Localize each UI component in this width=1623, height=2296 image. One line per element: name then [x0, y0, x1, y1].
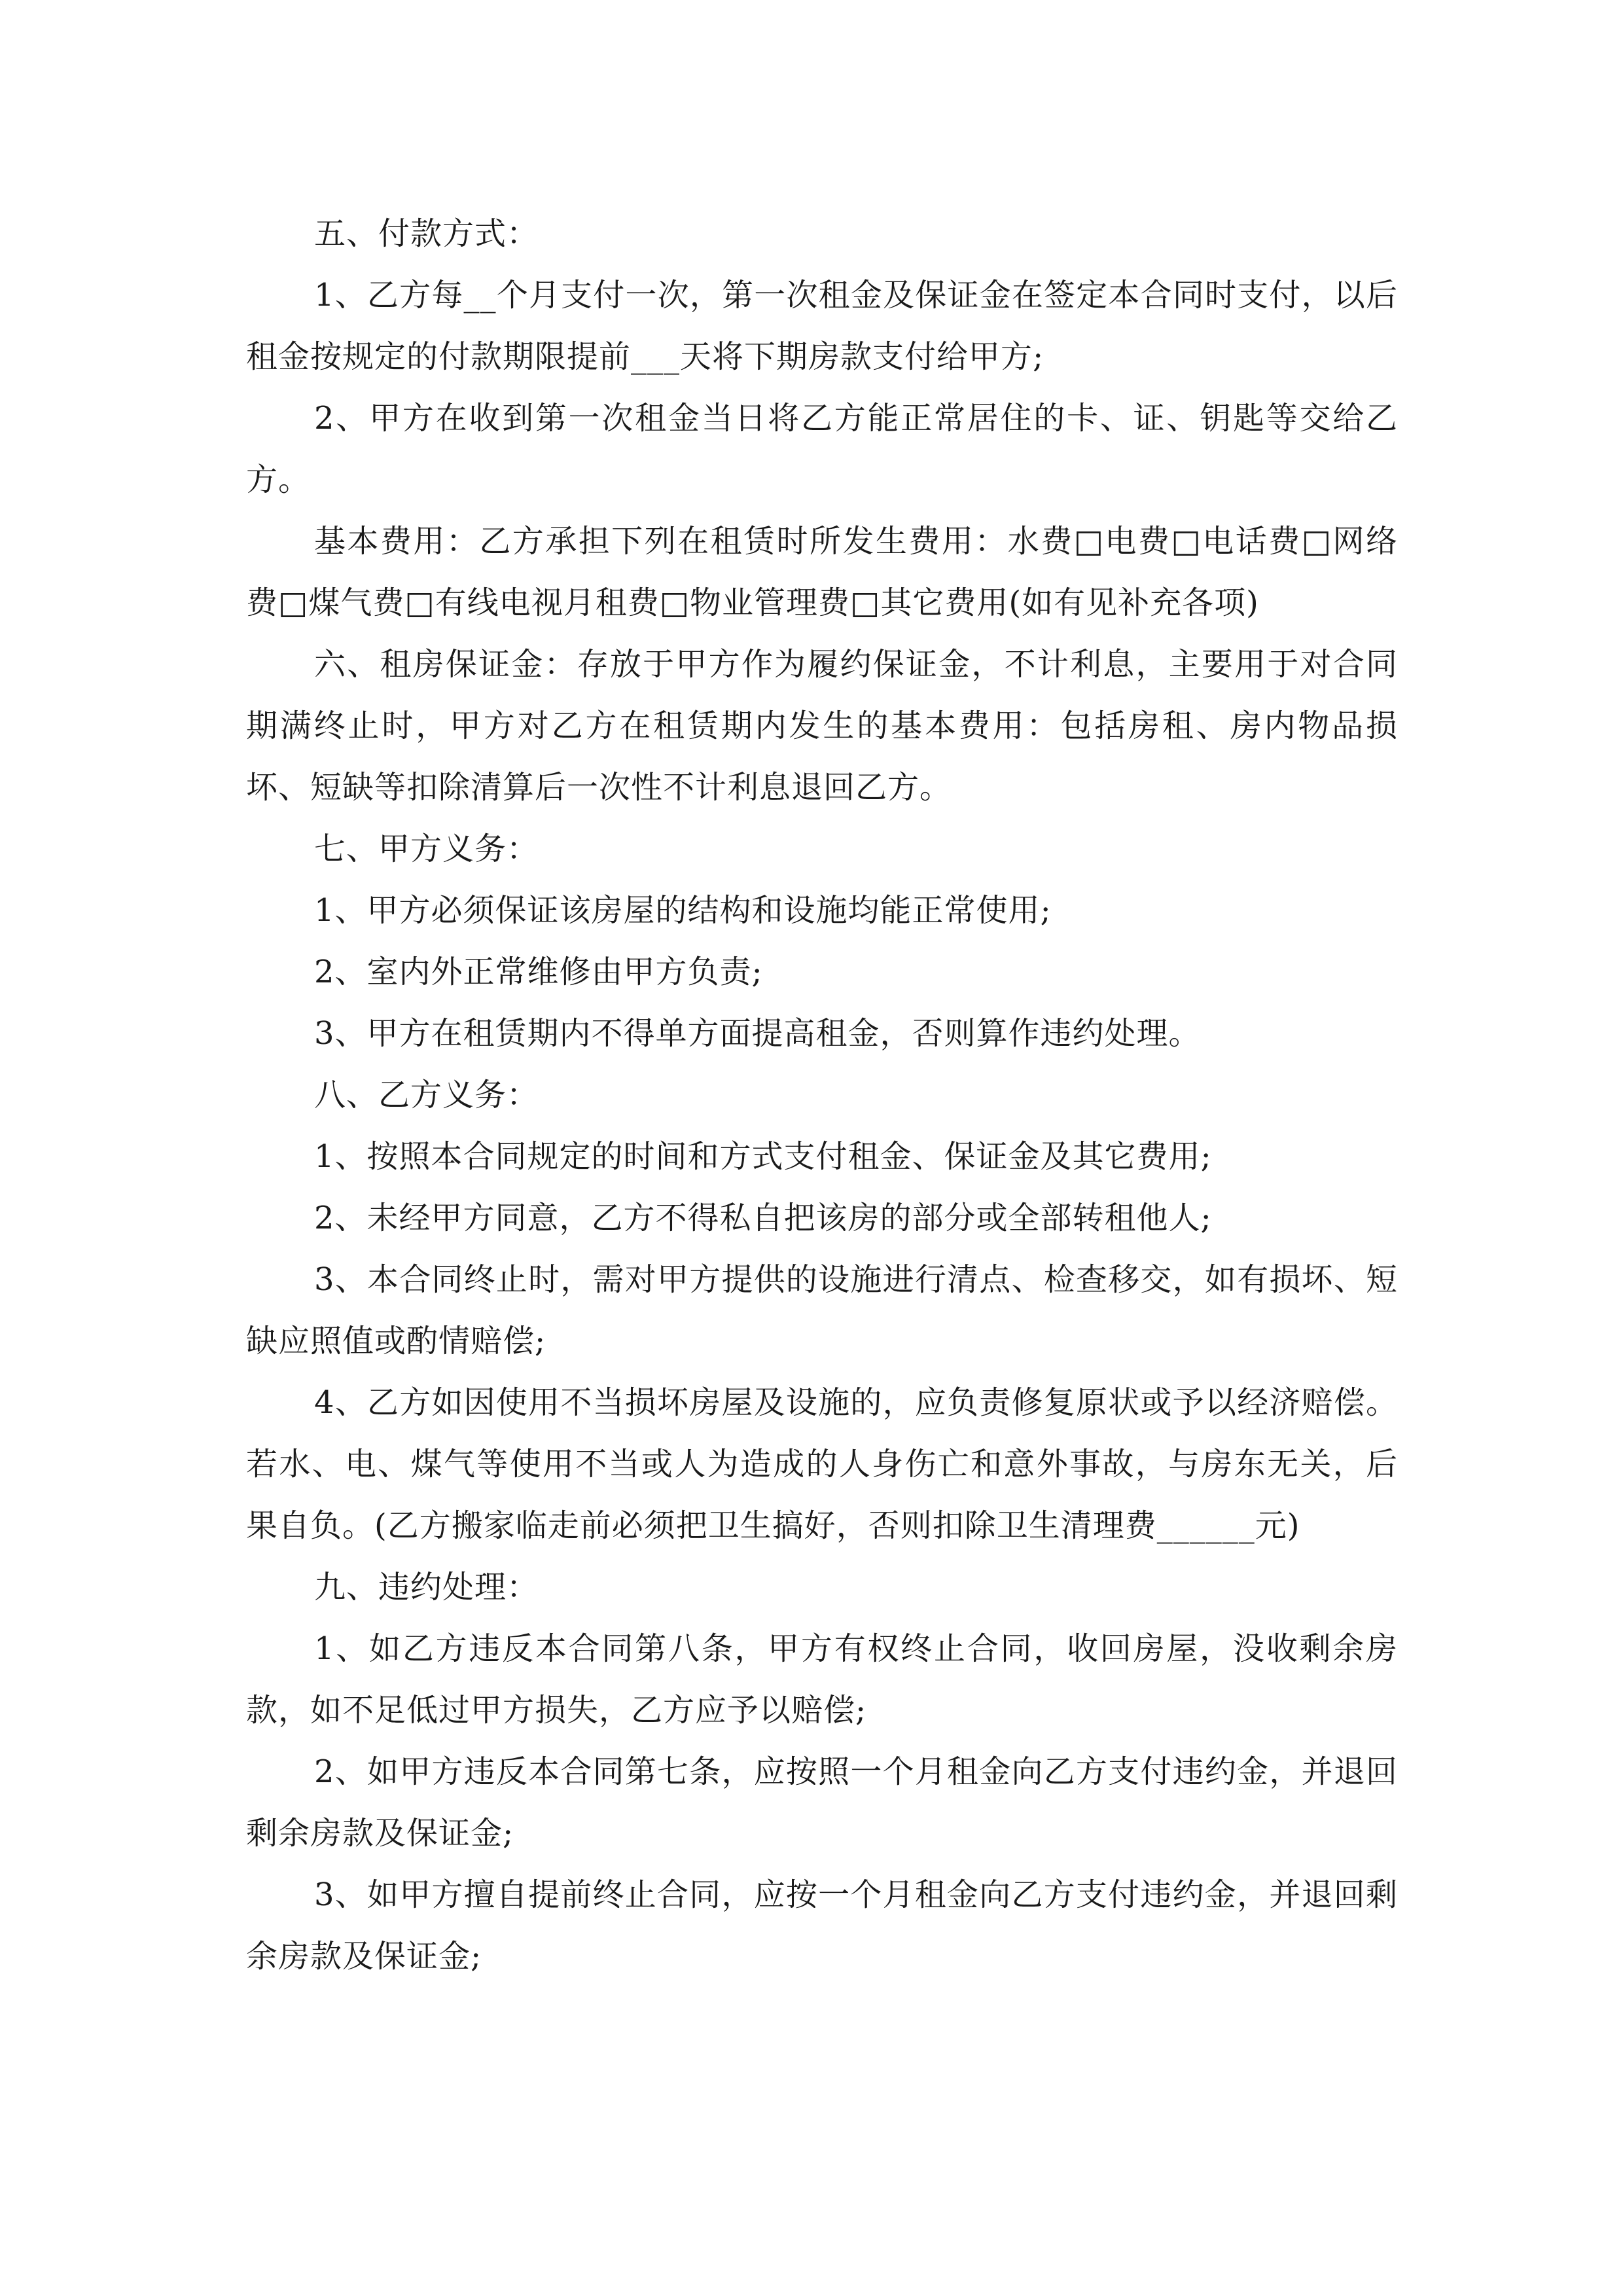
section-heading-breach: 九、违约处理： [314, 1569, 539, 1605]
party-b-duty-2: 2、未经甲方同意，乙方不得私自把该房的部分或全部转租他人; [314, 1200, 1212, 1236]
party-a-duty-3: 3、甲方在租赁期内不得单方面提高租金，否则算作违约处理。 [314, 1015, 1201, 1052]
party-a-duty-2: 2、室内外正常维修由甲方负责; [314, 954, 763, 990]
document-body [246, 203, 1398, 1987]
party-b-duty-1: 1、按照本合同规定的时间和方式支付租金、保证金及其它费用; [314, 1138, 1212, 1175]
payment-clause-1: 1、乙方每__个月支付一次，第一次租金及保证金在签定本合同时支付，以后租金按规定的付款期限提前___天将下期房款支付给甲方; [246, 277, 1398, 375]
party-b-duty-4: 4、乙方如因使用不当损坏房屋及设施的，应负责修复原状或予以经济赔偿。若水、电、煤气等使用不当或人为造成的人身伤亡和意外事故，与房东无关，后果自负。(乙方搬家临走前必须把卫生搞好，否则扣除卫生清理费______元) [246, 1384, 1398, 1544]
breach-clause-2: 2、如甲方违反本合同第七条，应按照一个月租金向乙方支付违约金，并退回剩余房款及保证金; [246, 1753, 1398, 1852]
deposit-paragraph: 六、租房保证金：存放于甲方作为履约保证金，不计利息，主要用于对合同期满终止时，甲方对乙方在租赁期内发生的基本费用：包括房租、房内物品损坏、短缺等扣除清算后一次性不计利息退回乙方。 [246, 646, 1398, 806]
payment-clause-2: 2、甲方在收到第一次租金当日将乙方能正常居住的卡、证、钥匙等交给乙方。 [246, 400, 1398, 498]
party-b-duty-3: 3、本合同终止时，需对甲方提供的设施进行清点、检查移交，如有损坏、短缺应照值或酌情赔偿; [246, 1261, 1398, 1359]
basic-fees-paragraph: 基本费用：乙方承担下列在租赁时所发生费用：水费□电费□电话费□网络费□煤气费□有线电视月租费□物业管理费□其它费用(如有见补充各项) [246, 523, 1398, 621]
section-heading-payment: 五、付款方式： [314, 215, 539, 252]
breach-clause-1: 1、如乙方违反本合同第八条，甲方有权终止合同，收回房屋，没收剩余房款，如不足低过甲方损失，乙方应予以赔偿; [246, 1630, 1398, 1729]
section-heading-party-b-duties: 八、乙方义务： [314, 1077, 539, 1113]
breach-clause-3: 3、如甲方擅自提前终止合同，应按一个月租金向乙方支付违约金，并退回剩余房款及保证金; [246, 1876, 1398, 1975]
party-a-duty-1: 1、甲方必须保证该房屋的结构和设施均能正常使用; [314, 892, 1052, 929]
section-heading-party-a-duties: 七、甲方义务： [314, 831, 539, 867]
